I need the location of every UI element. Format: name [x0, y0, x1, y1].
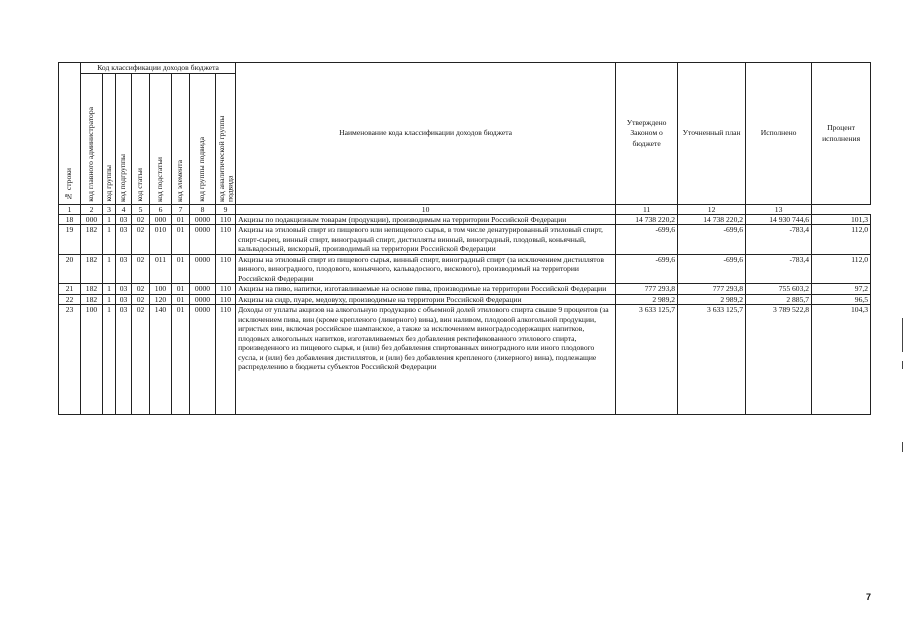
code-subgroup: 03: [116, 284, 132, 294]
header-approved: Утверждено Законом о бюджете: [616, 63, 678, 205]
table-row: [59, 294, 871, 304]
revenue-name: Доходы от уплаты акцизов на алкогольную продукцию с объемной долей этилового спирта свыше 9 процентов (за исключением пива, вин (кроме крепленого (ликерного) вина), вин наливом, плодовой алкогольной продукции, игристых вин, включая российское шампанское, а также за исключением виноградосодержащих напитков, плодовых алкогольных напитков, изготавливаемых без добавления ректификованного этилового спирта, произведенного из пищевого сырья, и (или) без добавления спиртованных виноградного или иного плодового сусла, и (или) без добавления дистиллятов, и (или) без добавления крепленого (ликерного) вина), подлежащие распределению в бюджеты субъектов Российской Федерации: [236, 305, 616, 415]
header-code-group: код группы: [103, 74, 116, 205]
table-row: [59, 284, 871, 294]
table-row: [59, 225, 871, 254]
approved-value: -699,6: [616, 225, 678, 254]
refined-value: 777 293,8: [678, 284, 746, 294]
percent-value: 104,3: [812, 305, 871, 415]
revenue-name: Акцизы на этиловый спирт из пищевого сырья, винный спирт, виноградный спирт (за исключением дистиллятов винного, виноградного, плодового, коньячного, кальвадосного, вискового), производимый на территории Российской Федерации: [236, 254, 616, 283]
refined-value: -699,6: [678, 254, 746, 283]
code-element: 01: [172, 225, 190, 254]
code-subarticle: 010: [150, 225, 172, 254]
code-analytic: 110: [216, 294, 236, 304]
percent-value: 112,0: [812, 254, 871, 283]
executed-value: 3 789 522,8: [746, 305, 812, 415]
header-percent: Процент исполнения: [812, 63, 871, 205]
code-group: 1: [103, 254, 116, 283]
header-code-admin: код главного администратора: [81, 74, 103, 205]
header-row-1: [59, 63, 871, 74]
row-number: 22: [59, 294, 81, 304]
executed-value: 2 885,7: [746, 294, 812, 304]
revenue-name: Акцизы на сидр, пуаре, медовуху, производимые на территории Российской Федерации: [236, 294, 616, 304]
revenue-name: Акцизы на этиловый спирт из пищевого или непищевого сырья, в том числе денатурированный этиловый спирт, спирт-сырец, винный спирт, виноградный спирт, дистилляты винный, виноградный, плодовый, коньячный, кальвадосный, вискорый, производимый на территории Российской Федерации: [236, 225, 616, 254]
code-subtype: 0000: [190, 215, 216, 225]
executed-value: -783,4: [746, 254, 812, 283]
refined-value: 2 989,2: [678, 294, 746, 304]
percent-value: 97,2: [812, 284, 871, 294]
col-number: 5: [132, 205, 150, 215]
code-admin: 100: [81, 305, 103, 415]
table-row: [59, 254, 871, 283]
code-group: 1: [103, 215, 116, 225]
col-number: 11: [616, 205, 678, 215]
refined-value: -699,6: [678, 225, 746, 254]
executed-value: 755 603,2: [746, 284, 812, 294]
approved-value: 777 293,8: [616, 284, 678, 294]
code-subarticle: 100: [150, 284, 172, 294]
code-subgroup: 03: [116, 215, 132, 225]
header-code-subtype: код группы подвида: [190, 74, 216, 205]
code-subarticle: 011: [150, 254, 172, 283]
col-number: 10: [236, 205, 616, 215]
header-code-group: Код классификации доходов бюджета: [81, 63, 236, 74]
percent-value: 112,0: [812, 225, 871, 254]
col-number: 4: [116, 205, 132, 215]
code-admin: 000: [81, 215, 103, 225]
col-number: 13: [746, 205, 812, 215]
code-group: 1: [103, 225, 116, 254]
header-code-analytic: код аналитической группы подвида: [216, 74, 236, 205]
approved-value: 14 738 220,2: [616, 215, 678, 225]
approved-value: 2 989,2: [616, 294, 678, 304]
table-row: [59, 215, 871, 225]
header-code-article: код статьи: [132, 74, 150, 205]
code-element: 01: [172, 294, 190, 304]
revenue-name: Акцизы по подакцизным товарам (продукции), производимым на территории Российской Федерации: [236, 215, 616, 225]
budget-revenue-table: [58, 62, 871, 415]
code-analytic: 110: [216, 305, 236, 415]
scan-edge-mark: [902, 442, 903, 452]
code-subgroup: 03: [116, 294, 132, 304]
code-element: 01: [172, 254, 190, 283]
executed-value: -783,4: [746, 225, 812, 254]
header-code-element: код элемента: [172, 74, 190, 205]
code-admin: 182: [81, 284, 103, 294]
col-number: 1: [59, 205, 81, 215]
code-admin: 182: [81, 294, 103, 304]
code-group: 1: [103, 294, 116, 304]
code-subtype: 0000: [190, 305, 216, 415]
table-row: [59, 305, 871, 415]
code-subtype: 0000: [190, 284, 216, 294]
code-subgroup: 03: [116, 225, 132, 254]
percent-value: 101,3: [812, 215, 871, 225]
code-analytic: 110: [216, 215, 236, 225]
code-element: 01: [172, 305, 190, 415]
code-element: 01: [172, 284, 190, 294]
code-subgroup: 03: [116, 305, 132, 415]
row-number: 21: [59, 284, 81, 294]
header-refined: Уточненный план: [678, 63, 746, 205]
col-number: 12: [678, 205, 746, 215]
code-article: 02: [132, 305, 150, 415]
code-subtype: 0000: [190, 254, 216, 283]
code-article: 02: [132, 294, 150, 304]
code-group: 1: [103, 305, 116, 415]
refined-value: 3 633 125,7: [678, 305, 746, 415]
column-number-row: [59, 205, 871, 215]
code-article: 02: [132, 284, 150, 294]
code-analytic: 110: [216, 284, 236, 294]
revenue-name: Акцизы на пиво, напитки, изготавливаемые на основе пива, производимые на территории Российской Федерации: [236, 284, 616, 294]
col-number: 9: [216, 205, 236, 215]
approved-value: 3 633 125,7: [616, 305, 678, 415]
code-analytic: 110: [216, 254, 236, 283]
code-admin: 182: [81, 254, 103, 283]
col-number: 7: [172, 205, 190, 215]
code-admin: 182: [81, 225, 103, 254]
row-number: 20: [59, 254, 81, 283]
scan-edge-mark: [902, 361, 903, 369]
code-element: 01: [172, 215, 190, 225]
header-row-no: № строки: [59, 63, 81, 205]
code-subgroup: 03: [116, 254, 132, 283]
header-code-subgroup: код подгруппы: [116, 74, 132, 205]
code-group: 1: [103, 284, 116, 294]
header-code-subarticle: код подстатьи: [150, 74, 172, 205]
header-name: Наименование кода классификации доходов бюджета: [236, 63, 616, 205]
code-subarticle: 120: [150, 294, 172, 304]
page-number: 7: [866, 592, 872, 602]
code-subtype: 0000: [190, 225, 216, 254]
header-executed: Исполнено: [746, 63, 812, 205]
code-analytic: 110: [216, 225, 236, 254]
code-article: 02: [132, 225, 150, 254]
row-number: 18: [59, 215, 81, 225]
row-number: 23: [59, 305, 81, 415]
code-subarticle: 140: [150, 305, 172, 415]
col-number: 6: [150, 205, 172, 215]
code-subarticle: 000: [150, 215, 172, 225]
col-number: 3: [103, 205, 116, 215]
code-subtype: 0000: [190, 294, 216, 304]
col-number: 2: [81, 205, 103, 215]
approved-value: -699,6: [616, 254, 678, 283]
refined-value: 14 738 220,2: [678, 215, 746, 225]
code-article: 02: [132, 254, 150, 283]
executed-value: 14 930 744,6: [746, 215, 812, 225]
percent-value: 96,5: [812, 294, 871, 304]
scan-edge-mark: [902, 318, 903, 352]
row-number: 19: [59, 225, 81, 254]
col-number: 8: [190, 205, 216, 215]
code-article: 02: [132, 215, 150, 225]
